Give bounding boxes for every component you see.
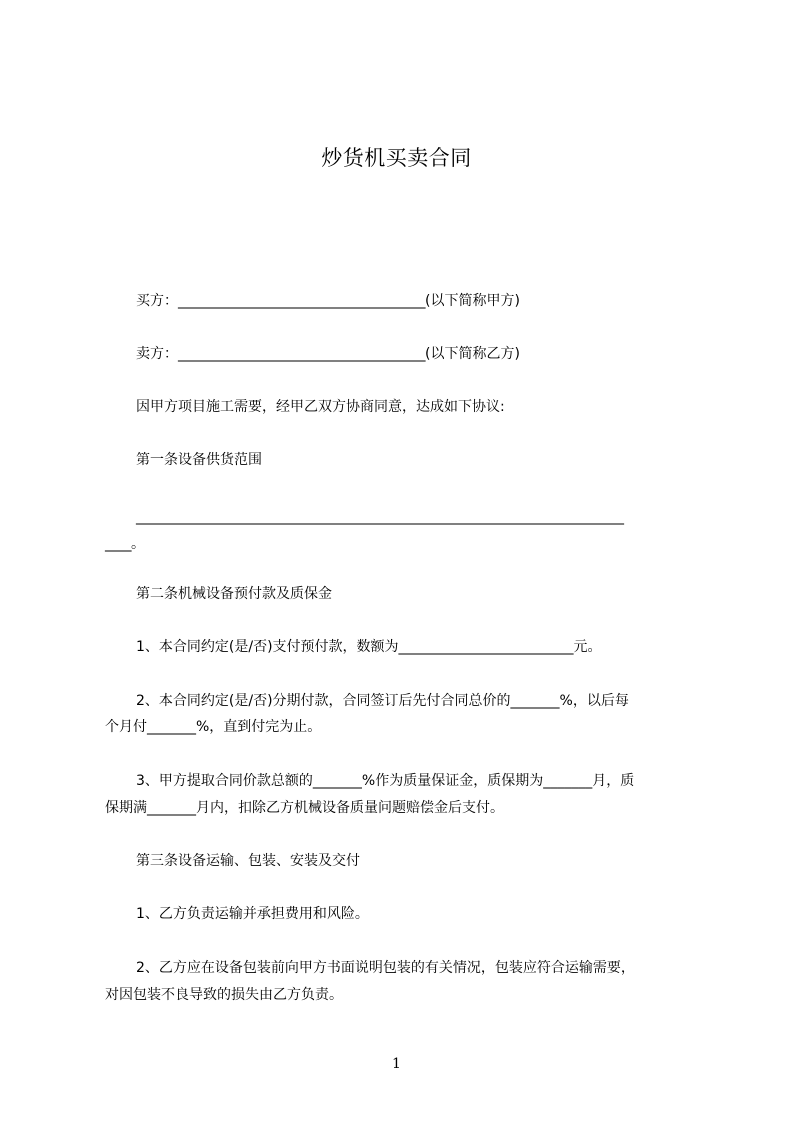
article-2-item-1: 1、本合同约定(是/否)支付预付款，数额为_________________________元。 bbox=[136, 639, 602, 655]
article-3-heading: 第三条设备运输、包装、安装及交付 bbox=[136, 853, 360, 869]
seller-blank: ______________________________________ bbox=[178, 346, 425, 362]
article-3-item-2-line1: 2、乙方应在设备包装前向甲方书面说明包装的有关情况，包装应符合运输需要， bbox=[136, 960, 635, 976]
article-2-item-2-line1: 2、本合同约定(是/否)分期付款，合同签订后先付合同总价的_______%，以后每 bbox=[136, 693, 629, 709]
seller-note: (以下简称乙方) bbox=[425, 346, 520, 362]
buyer-line bbox=[105, 292, 736, 310]
intro-paragraph: 因甲方项目施工需要，经甲乙双方协商同意，达成如下协议: bbox=[136, 399, 505, 415]
article-1-blank-line1: ___________________________________________________________________________ bbox=[136, 509, 624, 525]
article-2-heading: 第二条机械设备预付款及质保金 bbox=[136, 586, 332, 602]
contract-title: 炒货机买卖合同 bbox=[321, 146, 472, 170]
article-1-heading: 第一条设备供货范围 bbox=[136, 452, 262, 468]
seller-line bbox=[105, 345, 736, 363]
buyer-label: 买方： bbox=[136, 293, 178, 309]
article-2-item-3-line2: 保期满_______月内，扣除乙方机械设备质量问题赔偿金后支付。 bbox=[105, 800, 504, 816]
article-2-item-3-line1: 3、甲方提取合同价款总额的_______%作为质量保证金，质保期为_______月，质 bbox=[136, 773, 635, 789]
article-2-item-2-line2: 个月付_______%，直到付完为止。 bbox=[105, 719, 322, 735]
article-1-blank-line2: ____。 bbox=[105, 536, 145, 552]
buyer-blank: ______________________________________ bbox=[178, 293, 425, 309]
article-3-item-1: 1、乙方负责运输并承担费用和风险。 bbox=[136, 906, 369, 922]
article-3-item-2-line2: 对因包装不良导致的损失由乙方负责。 bbox=[105, 987, 343, 1003]
page-number: 1 bbox=[392, 1056, 401, 1072]
seller-label: 卖方： bbox=[136, 346, 178, 362]
buyer-note: (以下简称甲方) bbox=[425, 293, 520, 309]
